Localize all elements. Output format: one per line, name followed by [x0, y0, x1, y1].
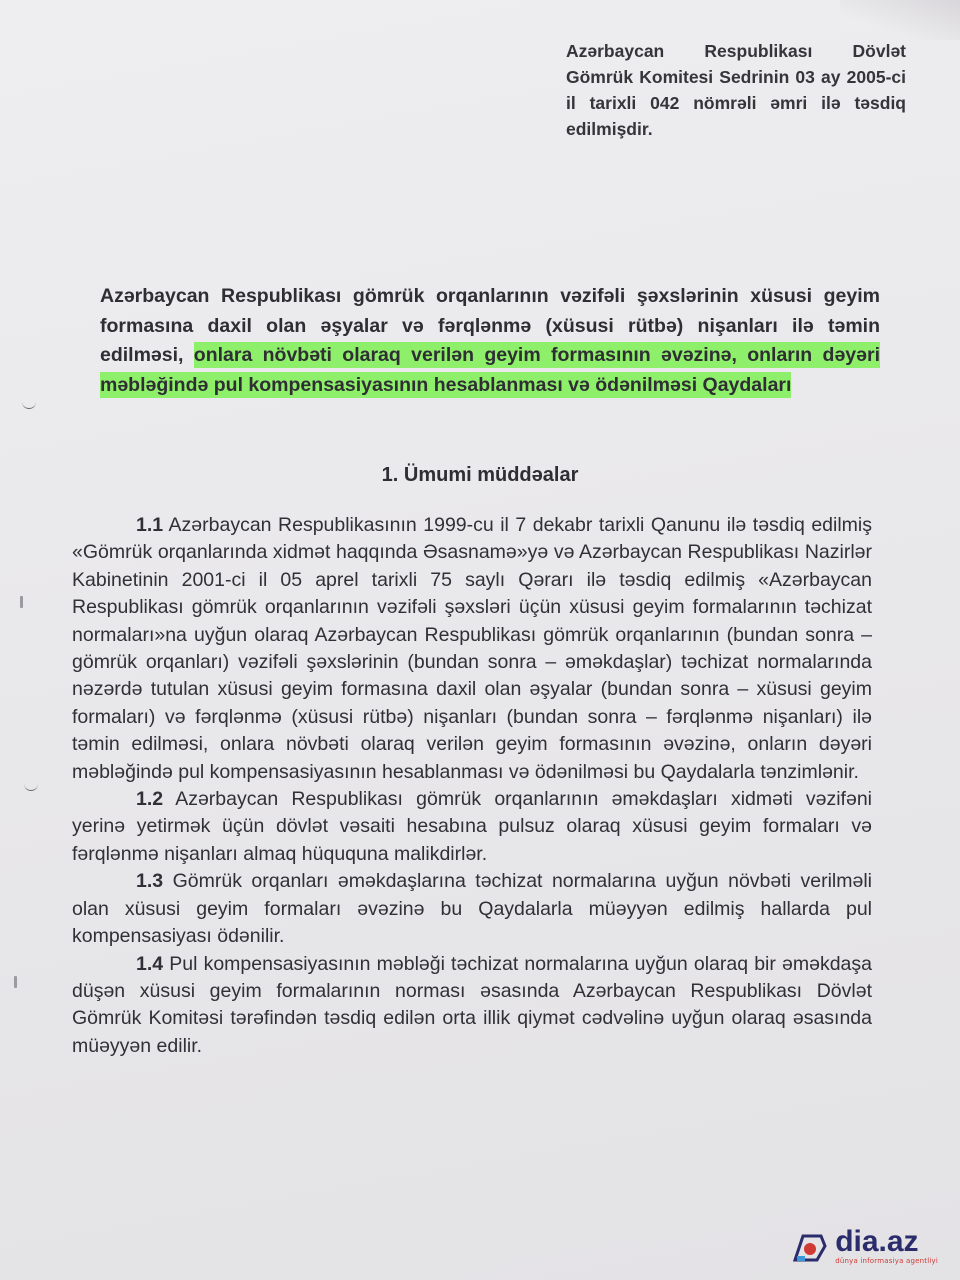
document-body	[72, 512, 872, 1060]
paragraph-number: 1.3	[136, 870, 164, 893]
paragraph-number: 1.2	[136, 788, 164, 811]
paragraph-1-2	[72, 786, 872, 868]
paragraph-number: 1.4	[136, 952, 164, 975]
paragraph-number: 1.1	[136, 514, 164, 536]
margin-tick	[20, 596, 23, 608]
paragraph-1-3	[72, 868, 872, 950]
paragraph-1-1	[72, 512, 872, 786]
approval-note: Azərbaycan Respublikası Dövlət Gömrük Komitesi Sedrinin 03 ay 2005-ci il tarixli 042 nömrəli əmri ilə təsdiq edilmişdir.	[566, 41, 906, 139]
title-highlighted: onlara növbəti olaraq verilən geyim formasının əvəzinə, onların dəyəri məbləğində pul kompensasiyasının hesablanması və ödənilməsi Qaydaları	[100, 344, 880, 396]
margin-tick	[14, 976, 17, 988]
dia-logo-text	[835, 1227, 938, 1266]
document-title	[100, 282, 880, 400]
section-heading: 1. Ümumi müddəalar	[381, 464, 579, 486]
paragraph-text: Gömrük orqanları əməkdaşlarına təchizat normalarına uyğun növbəti verilməli olan xüsusi geyim formaları əvəzinə bu Qaydalarla müəyyən edilmiş hallarda pul kompensasiyası ödənilir.	[72, 870, 872, 948]
dia-watermark	[791, 1227, 938, 1266]
dia-tagline: dünya informasiya agentliyi	[835, 1257, 938, 1265]
margin-mark	[24, 782, 38, 791]
paragraph-text: Azərbaycan Respublikasının 1999-cu il 7 dekabr tarixli Qanunu ilə təsdiq edilmiş «Gömrük orqanlarında xidmət haqqında Əsasnamə»yə və Azərbaycan Respublikası Nazirlər Kabinetinin 2001-ci il 05 aprel tarixli 75 saylı Qərarı ilə təsdiq edilmiş «Azərbaycan Respublikası gömrük orqanlarının vəzifəli şəxsləri üçün xüsusi geyim formalarının təchizat normaları»na uyğun olaraq Azərbaycan Respublikası gömrük orqanlarının (bundan sonra – gömrük orqanları) vəzifəli şəxslərinin (bundan sonra – əməkdaşlar) təchizat normalarında nəzərdə tutulan xüsusi geyim formasına daxil olan əşyalar (bundan sonra – xüsusi geyim formaları) və fərqlənmə (xüsusi rütbə) nişanları (bundan sonra – fərqlənmə nişanları) ilə təmin edilməsi, onlara növbəti olaraq verilən geyim formasının əvəzinə, onların dəyəri məbləğində pul kompensasiyasının hesablanması və ödənilməsi bu Qaydalarla tənzimlənir.	[72, 514, 872, 783]
paragraph-text: Pul kompensasiyasının məbləği təchizat normalarına uyğun olaraq bir əməkdaşa düşən xüsusi geyim formalarının norması əsasında Azərbaycan Respublikası Dövlət Gömrük Komitəsi tərəfindən təsdiq edilən orta illik qiymət cədvəlinə uyğun olaraq əsasında müəyyən edilir.	[72, 952, 872, 1057]
dia-logo-icon	[791, 1230, 829, 1264]
paragraph-text: Azərbaycan Respublikası gömrük orqanlarının əməkdaşları xidməti vəzifəni yerinə yetirmək üçün dövlət vəsaiti hesabına pulsuz olaraq xüsusi geyim formaları və fərqlənmə nişanları almaq hüququna malikdirlər.	[72, 788, 872, 865]
paragraph-1-4	[72, 951, 872, 1061]
dia-brand: dia.az	[835, 1225, 919, 1258]
title-plain: Azərbaycan Respublikası gömrük orqanlarının vəzifəli şəxslərinin xüsusi geyim formasına daxil olan əşyalar və fərqlənmə (xüsusi rütbə) nişanları ilə təmin edilməsi,	[100, 285, 880, 366]
margin-mark	[22, 400, 36, 409]
page-corner-shadow	[840, 0, 960, 40]
